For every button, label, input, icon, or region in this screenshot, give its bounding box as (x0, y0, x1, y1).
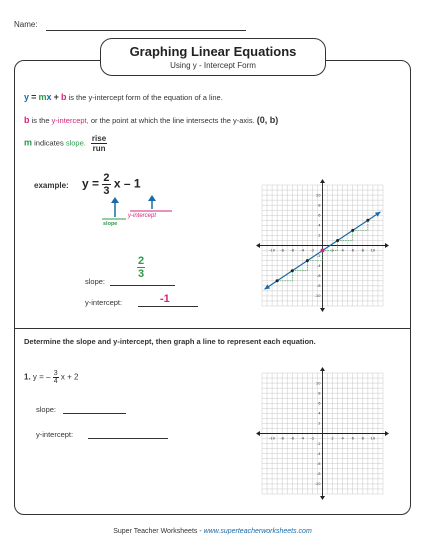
example-equation (82, 172, 141, 197)
intro-line-3-text: indicates (34, 138, 64, 148)
y-tick-label: -4 (316, 451, 321, 456)
intercept-arrowhead-icon (148, 195, 156, 201)
x-tick-label: 8 (361, 436, 364, 441)
x-tick-label: 8 (361, 248, 364, 253)
problem-1-equation (24, 370, 78, 385)
x-tick-label: 2 (331, 436, 334, 441)
x-axis-right-arrow-icon (385, 243, 389, 248)
example-eq-minus: – (123, 176, 131, 191)
line-point (306, 259, 309, 262)
intro-line-1-text: is the y-intercept form of the equation of a line. (68, 93, 223, 102)
x-tick-label: 2 (331, 248, 334, 253)
line-point (336, 239, 339, 242)
x-axis-right-arrow-icon (385, 431, 389, 436)
x-tick-label: -6 (290, 248, 295, 253)
y-tick-label: 8 (318, 391, 321, 396)
y-tick-label: 2 (318, 233, 321, 238)
line-point (291, 269, 294, 272)
example-slope-blank (110, 285, 175, 286)
example-eq-fraction (102, 172, 110, 197)
eq-m: m (38, 92, 47, 102)
y-tick-label: 6 (318, 401, 321, 406)
example-label: example: (34, 181, 69, 190)
y-tick-label: -2 (316, 441, 321, 446)
y-tick-label: 8 (318, 203, 321, 208)
footer-link[interactable]: www.superteacherworksheets.com (203, 528, 312, 535)
intro-line-2 (24, 115, 278, 125)
name-blank[interactable] (46, 30, 246, 31)
problem-1-graph[interactable] (255, 366, 390, 501)
intercept-point: (0, b) (256, 115, 279, 125)
problem-1-eq-right: x + 2 (60, 372, 79, 382)
example-eq-const: 1 (133, 176, 141, 191)
example-slope-answer (137, 255, 145, 280)
y-tick-label: -6 (316, 462, 321, 467)
problem-1-slope-label: slope: (36, 405, 57, 414)
x-tick-label: -10 (269, 436, 276, 441)
line-point (351, 229, 354, 232)
example-graph (255, 178, 390, 313)
y-tick-label: -2 (316, 253, 321, 258)
y-tick-label: -10 (314, 294, 321, 299)
y-tick-label: -10 (314, 482, 321, 487)
y-tick-label: -8 (316, 284, 321, 289)
eq-b: b (60, 92, 67, 102)
rise-over-run (91, 134, 107, 153)
y-tick-label: 10 (315, 381, 321, 386)
problem-1-intercept-label: y-intercept: (36, 430, 74, 439)
x-tick-label: -8 (280, 436, 284, 441)
example-slope-label: slope: (85, 277, 106, 286)
problem-1-slope-blank[interactable] (63, 413, 126, 414)
example-slope-den: 3 (138, 268, 145, 280)
example-intercept-blank (138, 306, 198, 307)
run-label: run (92, 144, 106, 153)
y-axis-up-arrow-icon (320, 367, 325, 371)
example-intercept-label: y-intercept: (85, 298, 123, 307)
problem-1-fraction (53, 370, 59, 385)
y-tick-label: 2 (318, 421, 321, 426)
x-axis-left-arrow-icon (256, 431, 260, 436)
line-point (366, 219, 369, 222)
eq-equals: = (31, 92, 37, 102)
example-eq-x: x (113, 176, 121, 191)
y-tick-label: 4 (318, 411, 321, 416)
name-label: Name: (14, 20, 38, 29)
page-subtitle: Using y - Intercept Form (170, 61, 256, 70)
example-eq-equals: = (92, 176, 100, 191)
footer (0, 528, 425, 535)
slope-term: slope. (65, 138, 86, 148)
y-tick-label: 4 (318, 223, 321, 228)
x-tick-label: 4 (341, 436, 344, 441)
y-axis-down-arrow-icon (320, 496, 325, 500)
x-tick-label: 4 (341, 248, 344, 253)
eq-y: y (24, 92, 30, 102)
x-tick-label: -6 (290, 436, 295, 441)
x-tick-label: -4 (300, 248, 305, 253)
problem-1-den: 4 (53, 378, 58, 385)
example-slope-num: 2 (138, 255, 145, 267)
y-tick-label: -4 (316, 263, 321, 268)
x-tick-label: 10 (370, 248, 376, 253)
y-axis-down-arrow-icon (320, 308, 325, 312)
x-axis-left-arrow-icon (256, 243, 260, 248)
y-tick-label: -6 (316, 274, 321, 279)
problem-1-intercept-blank[interactable] (88, 438, 168, 439)
section-divider (14, 328, 411, 329)
slope-arrowhead-icon (111, 197, 119, 203)
example-intercept-answer: -1 (160, 293, 170, 305)
intro-line-2-text-a: is the (31, 116, 50, 125)
example-eq-den: 3 (103, 185, 110, 197)
problem-1-num: 3 (53, 370, 58, 377)
intro-line-3 (24, 134, 107, 153)
footer-brand: Super Teacher Worksheets - (113, 528, 204, 535)
intro-line-1 (24, 92, 223, 102)
problem-1-number: 1. (24, 372, 31, 382)
example-eq-num: 2 (103, 172, 110, 184)
y-tick-label: 6 (318, 213, 321, 218)
x-tick-label: 6 (351, 436, 354, 441)
x-tick-label: -4 (300, 436, 305, 441)
x-tick-label: 6 (351, 248, 354, 253)
title-box (100, 38, 326, 76)
intercept-arrow-label: y-intercept (128, 213, 157, 219)
y-axis-up-arrow-icon (320, 179, 325, 183)
y-tick-label: 10 (315, 193, 321, 198)
rise-label: rise (91, 134, 107, 143)
page-title: Graphing Linear Equations (129, 44, 297, 59)
x-tick-label: -10 (269, 248, 276, 253)
eq-x: x (46, 92, 52, 102)
m-term: m (24, 137, 33, 148)
problem-1-eq-left: y = – (32, 372, 51, 382)
x-tick-label: -2 (310, 248, 315, 253)
y-tick-label: -8 (316, 472, 321, 477)
line-point (276, 279, 279, 282)
intro-line-2-text-b: or the point at which the line intersects the y-axis. (90, 116, 255, 125)
x-tick-label: -2 (310, 436, 315, 441)
x-tick-label: 10 (370, 436, 376, 441)
b-term: b (24, 115, 30, 125)
example-eq-y: y (82, 176, 89, 191)
eq-plus: + (53, 92, 59, 102)
slope-arrow-label: slope (103, 221, 118, 227)
intercept-point (321, 249, 325, 253)
x-tick-label: -8 (280, 248, 284, 253)
y-intercept-term: y-intercept, (51, 116, 89, 125)
instructions: Determine the slope and y-intercept, then graph a line to represent each equation. (24, 337, 316, 346)
